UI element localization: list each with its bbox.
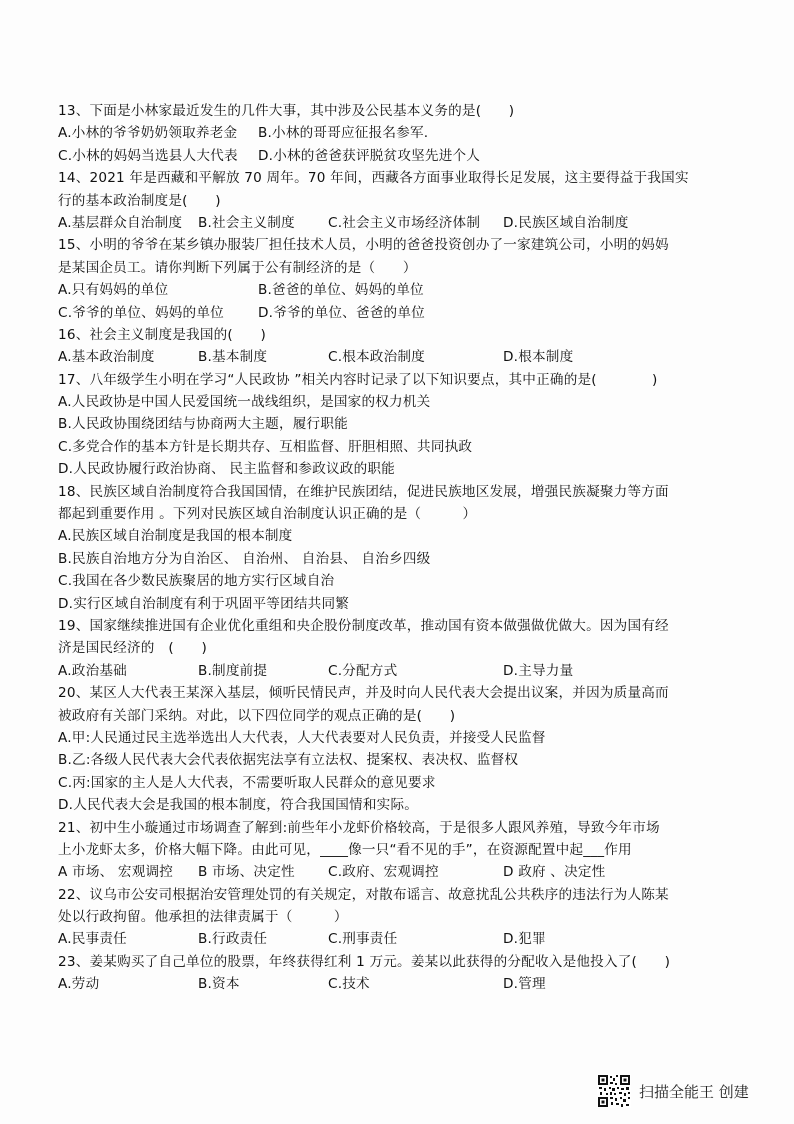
answer-option: A.只有妈妈的单位 <box>58 282 169 299</box>
answer-option: C.根本政治制度 <box>328 349 425 366</box>
question-stem-continued: 处以行政拘留。他承担的法律责属于（ ） <box>58 909 348 926</box>
option-row <box>58 525 738 547</box>
question-stem: 17、八年级学生小明在学习“人民政协 ”相关内容时记录了以下知识要点，其中正确的是( ) <box>58 371 658 388</box>
answer-option: C.技术 <box>328 976 370 993</box>
answer-option: A.基本政治制度 <box>58 349 155 366</box>
option-row <box>58 279 738 301</box>
question-block <box>58 234 738 324</box>
question-stem-continued: 被政府有关部门采纳。对此，以下四位同学的观点正确的是( ) <box>58 707 456 724</box>
answer-option: A.劳动 <box>58 976 100 993</box>
option-row <box>58 727 738 749</box>
question-stem: 15、小明的爷爷在某乡镇办服装厂担任技术人员，小明的爸爸投资创办了一家建筑公司，小明的妈妈 <box>58 237 669 254</box>
answer-option: D.犯罪 <box>503 931 546 948</box>
answer-option: D.管理 <box>503 976 546 993</box>
option-row <box>58 391 738 413</box>
question-block <box>58 481 738 615</box>
option-row <box>58 212 738 234</box>
option-row <box>58 145 738 167</box>
answer-option: C.分配方式 <box>328 662 398 679</box>
answer-option: D.民族区域自治制度 <box>503 214 629 231</box>
option-row <box>58 794 738 816</box>
answer-option: A.民族区域自治制度是我国的根本制度 <box>58 528 293 545</box>
answer-option: B 市场、决定性 <box>198 864 295 881</box>
question-stem: 20、某区人大代表王某深入基层，倾听民情民声，并及时向人民代表大会提出议案，并因为质量高而 <box>58 685 669 702</box>
answer-option: D.爷爷的单位、爸爸的单位 <box>258 304 425 321</box>
answer-option: D.主导力量 <box>503 662 574 679</box>
question-block <box>58 817 738 884</box>
answer-option: C.我国在各少数民族聚居的地方实行区域自治 <box>58 573 335 590</box>
answer-option: A.小林的爷爷奶奶领取养老金 <box>58 125 238 142</box>
answer-option: C.社会主义市场经济体制 <box>328 214 481 231</box>
option-row <box>58 973 738 995</box>
question-stem-continued: 都起到重要作用 。下列对民族区域自治制度认识正确的是（ ） <box>58 506 477 523</box>
question-stem: 21、初中生小璇通过市场调查了解到:前些年小龙虾价格较高，于是很多人跟风养殖，导致今年市场 <box>58 819 660 836</box>
answer-option: C.多党合作的基本方针是长期共存、互相监督、肝胆相照、共同执政 <box>58 438 473 455</box>
question-block <box>58 682 738 816</box>
answer-option: B.基本制度 <box>198 349 268 366</box>
option-row <box>58 593 738 615</box>
option-row <box>58 122 738 144</box>
answer-option: D.根本制度 <box>503 349 574 366</box>
option-row <box>58 772 738 794</box>
answer-option: A.基层群众自治制度 <box>58 214 183 231</box>
question-stem: 22、议乌市公安司根据治安管理处罚的有关规定，对散布谣言、故意扰乱公共秩序的违法行为人陈某 <box>58 886 669 903</box>
question-stem-continued: 济是国民经济的 ( ) <box>58 640 207 657</box>
question-block <box>58 369 738 481</box>
question-stem-continued: 上小龙虾太多，价格大幅下降。由此可见，____像一只“看不见的手”，在资源配置中起___作用 <box>58 841 632 858</box>
qr-code-icon <box>597 1074 631 1108</box>
answer-option: B.行政责任 <box>198 931 268 948</box>
option-row <box>58 413 738 435</box>
answer-option: B.乙:各级人民代表大会代表依据宪法享有立法权、提案权、表决权、监督权 <box>58 752 519 769</box>
answer-option: B.爸爸的单位、妈妈的单位 <box>258 282 424 299</box>
option-row <box>58 458 738 480</box>
question-block <box>58 324 738 369</box>
question-stem-continued: 是某国企员工。请你判断下列属于公有制经济的是（ ） <box>58 259 417 276</box>
answer-option: D.小林的爸爸获评脱贫攻坚先进个人 <box>258 147 481 164</box>
question-stem: 18、民族区域自治制度符合我国国情，在维护民族团结，促进民族地区发展，增强民族凝聚力等方面 <box>58 483 669 500</box>
answer-option: B.民族自治地方分为自治区、 自治州、 自治县、 自治乡四级 <box>58 550 431 567</box>
answer-option: C.爷爷的单位、妈妈的单位 <box>58 304 224 321</box>
answer-option: B.制度前提 <box>198 662 268 679</box>
answer-option: B.资本 <box>198 976 240 993</box>
answer-option: C.刑事责任 <box>328 931 398 948</box>
option-row <box>58 660 738 682</box>
answer-option: A 市场、 宏观调控 <box>58 864 174 881</box>
question-stem: 14、2021 年是西藏和平解放 70 周年。70 年间，西藏各方面事业取得长足发展，这主要得益于我国实 <box>58 170 689 187</box>
answer-option: A.甲:人民通过民主选举选出人大代表，人大代表要对人民负责，并接受人民监督 <box>58 729 546 746</box>
answer-option: C.小林的妈妈当选县人大代表 <box>58 147 238 164</box>
answer-option: B.社会主义制度 <box>198 214 295 231</box>
option-row <box>58 346 738 368</box>
question-block <box>58 167 738 234</box>
question-block <box>58 951 738 996</box>
answer-option: D.人民政协履行政治协商、 民主监督和参政议政的职能 <box>58 461 395 478</box>
answer-option: A.人民政协是中国人民爱国统一战线组织，是国家的权力机关 <box>58 394 431 411</box>
question-stem: 23、姜某购买了自己单位的股票，年终获得红利 1 万元。姜某以此获得的分配收入是他投入了( ) <box>58 953 671 970</box>
answer-option: C.政府、宏观调控 <box>328 864 439 881</box>
option-row <box>58 749 738 771</box>
question-block <box>58 615 738 682</box>
answer-option: B.人民政协围绕团结与协商两大主题，履行职能 <box>58 416 348 433</box>
question-list <box>58 100 738 996</box>
option-row <box>58 436 738 458</box>
option-row <box>58 302 738 324</box>
answer-option: D 政府 、决定性 <box>503 864 606 881</box>
scanner-brand-label: 扫描全能王 创建 <box>639 1082 749 1101</box>
option-row <box>58 548 738 570</box>
answer-option: A.政治基础 <box>58 662 127 679</box>
answer-option: C.丙:国家的主人是人大代表，不需要听取人民群众的意见要求 <box>58 774 436 791</box>
question-stem: 16、社会主义制度是我国的( ) <box>58 326 267 343</box>
question-block <box>58 100 738 167</box>
question-stem: 19、国家继续推进国有企业优化重组和央企股份制度改革，推动国有资本做强做优做大。因为国有经 <box>58 617 669 634</box>
option-row <box>58 928 738 950</box>
question-stem: 13、下面是小林家最近发生的几件大事，其中涉及公民基本义务的是( ) <box>58 103 515 119</box>
option-row <box>58 861 738 883</box>
answer-option: B.小林的哥哥应征报名参军. <box>258 125 429 142</box>
scanner-watermark <box>597 1074 749 1108</box>
question-block <box>58 884 738 951</box>
question-stem-continued: 行的基本政治制度是( ) <box>58 192 221 209</box>
answer-option: D.人民代表大会是我国的根本制度，符合我国国情和实际。 <box>58 797 419 814</box>
option-row <box>58 570 738 592</box>
answer-option: D.实行区域自治制度有利于巩固平等团结共同繁 <box>58 595 350 612</box>
answer-option: A.民事责任 <box>58 931 127 948</box>
